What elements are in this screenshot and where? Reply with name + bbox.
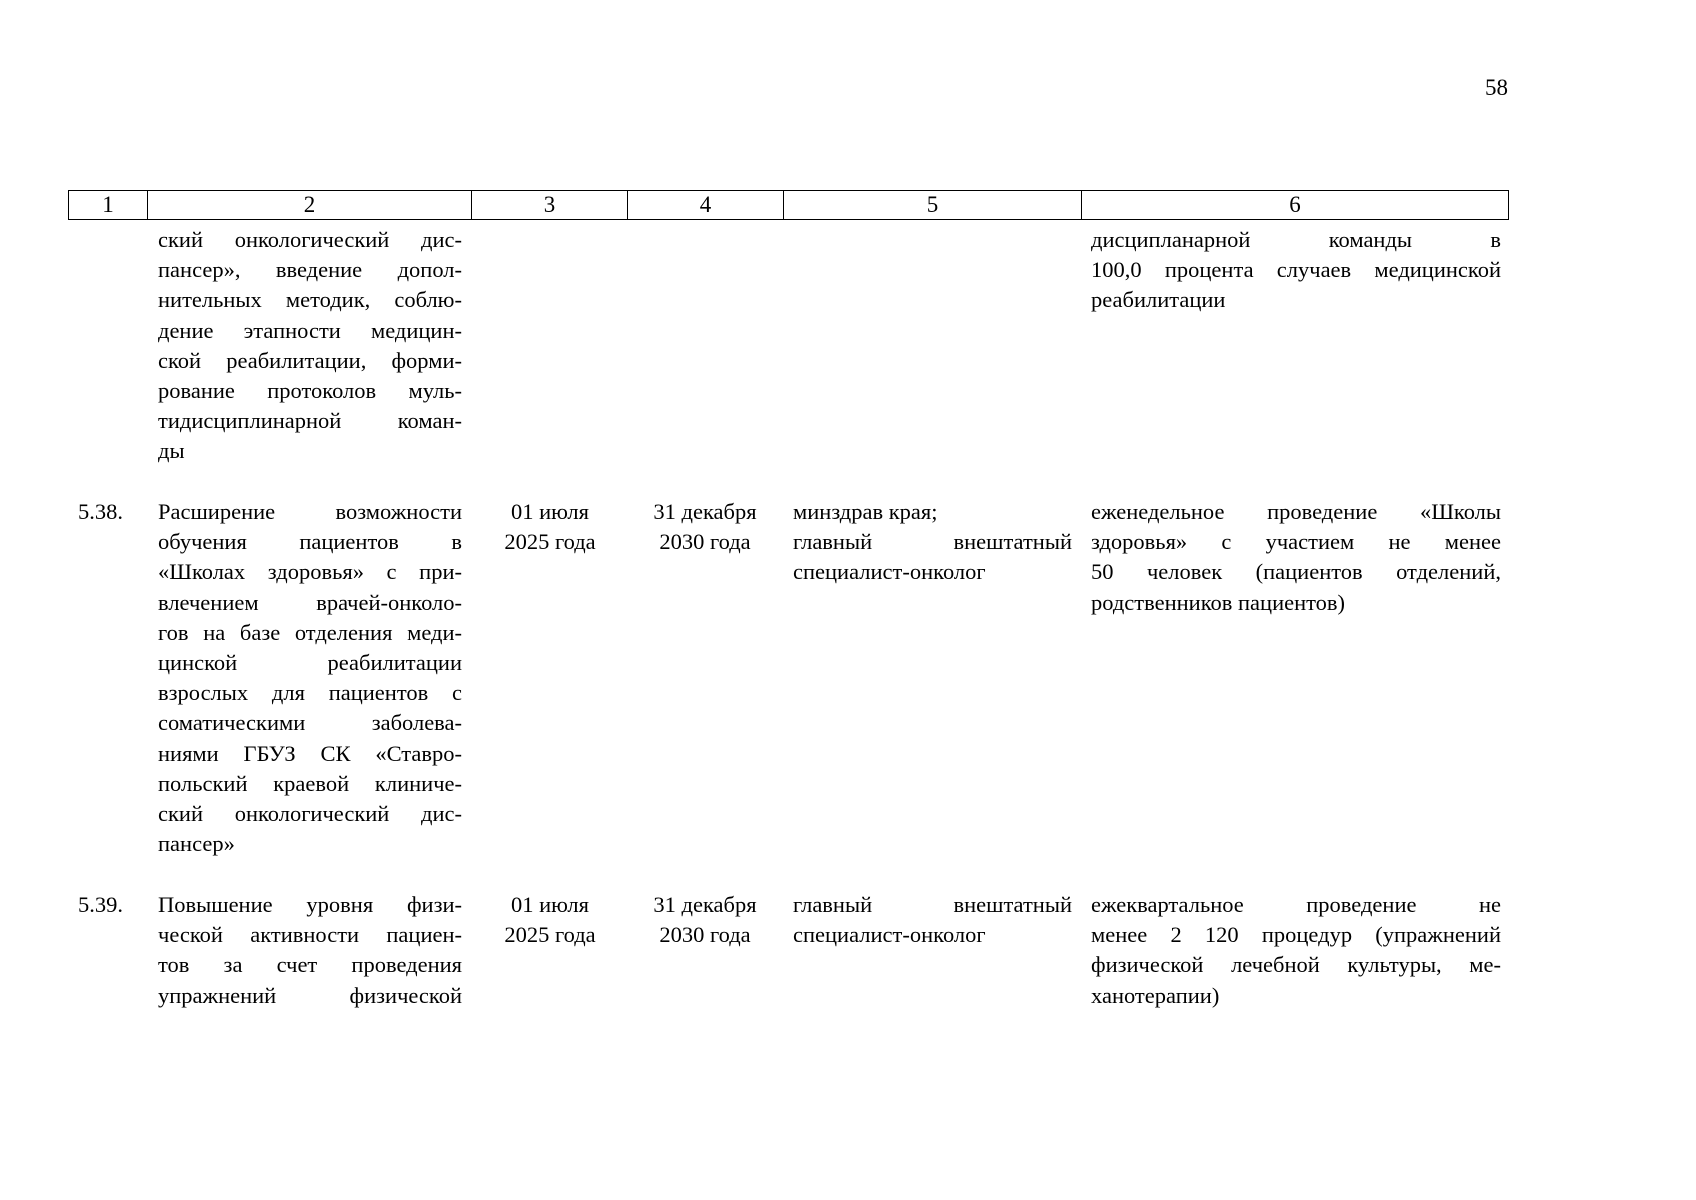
text-line: 100,0 процента случаев медицинской: [1091, 257, 1501, 283]
text-line: нительных методик, соблю-: [158, 287, 462, 313]
row-end-date: [628, 890, 782, 950]
text-line: главный внештатный: [793, 529, 1072, 555]
text-line: Расширение возможности: [158, 499, 462, 524]
text-line: гов на базе отделения меди-: [158, 619, 462, 645]
column-number-3: 3: [472, 191, 628, 219]
text-line: здоровья» с участием не менее: [1091, 529, 1501, 555]
text-line: ханотерапии): [1091, 982, 1220, 1008]
text-line: дение этапности медицин-: [158, 317, 462, 343]
column-number-5: 5: [784, 191, 1082, 219]
column-number-2: 2: [148, 191, 472, 219]
page-number: 58: [1485, 75, 1508, 100]
text-line: специалист-онколог: [793, 922, 986, 948]
text-line: ежеквартальное проведение не: [1091, 892, 1501, 917]
text-line: менее 2 120 процедур (упражнений: [1091, 922, 1501, 948]
row-description: [158, 890, 462, 1011]
text-line: дисципланарной команды в: [1091, 227, 1501, 252]
row-responsible: [793, 890, 1072, 950]
text-line: 2025 года: [504, 922, 596, 948]
text-line: пансер»: [158, 831, 235, 857]
text-line: 01 июля: [511, 499, 589, 524]
text-line: ский онкологический дис-: [158, 227, 462, 252]
column-number-1: 1: [69, 191, 148, 219]
text-line: 31 декабря: [653, 892, 757, 917]
text-line: «Школах здоровья» с при-: [158, 559, 462, 585]
text-line: тов за счет проведения: [158, 952, 462, 978]
column-number-4: 4: [628, 191, 784, 219]
text-line: 2025 года: [504, 529, 596, 555]
text-line: ды: [158, 438, 185, 464]
text-line: ской реабилитации, форми-: [158, 347, 462, 373]
text-line: цинской реабилитации: [158, 650, 462, 676]
text-line: взрослых для пациентов с: [158, 680, 462, 706]
row-result: [1091, 497, 1501, 618]
text-line: 31 декабря: [653, 499, 757, 524]
row-end-date: [628, 497, 782, 557]
text-line: родственников пациентов): [1091, 589, 1346, 615]
text-line: польский краевой клиниче-: [158, 770, 462, 796]
text-line: 2030 года: [659, 922, 751, 948]
text-line: ский онкологический дис-: [158, 801, 462, 827]
table-column-header: [68, 190, 1509, 220]
continuation-result: [1091, 225, 1501, 316]
text-line: ческой активности пациен-: [158, 922, 462, 948]
text-line: еженедельное проведение «Школы: [1091, 499, 1501, 524]
column-number-6: 6: [1289, 192, 1301, 217]
text-line: главный внештатный: [793, 892, 1072, 917]
text-line: минздрав края;: [793, 499, 938, 524]
text-line: пансер», введение допол-: [158, 257, 462, 283]
text-line: упражнений физической: [158, 982, 462, 1008]
text-line: ниями ГБУЗ СК «Ставро-: [158, 740, 462, 766]
text-line: 01 июля: [511, 892, 589, 917]
text-line: соматическими заболева-: [158, 710, 462, 736]
text-line: тидисциплинарной коман-: [158, 408, 462, 434]
text-line: специалист-онколог: [793, 559, 986, 585]
continuation-description: [158, 225, 462, 467]
text-line: реабилитации: [1091, 287, 1226, 313]
row-description: [158, 497, 462, 859]
row-result: [1091, 890, 1501, 1011]
row-start-date: [472, 497, 628, 557]
row-number: 5.39.: [78, 892, 123, 917]
text-line: физической лечебной культуры, ме-: [1091, 952, 1501, 978]
text-line: влечением врачей-онколо-: [158, 589, 462, 615]
row-number: 5.38.: [78, 499, 123, 524]
row-responsible: [793, 497, 1072, 588]
text-line: обучения пациентов в: [158, 529, 462, 555]
row-start-date: [472, 890, 628, 950]
text-line: 2030 года: [659, 529, 751, 555]
text-line: рование протоколов муль-: [158, 378, 462, 404]
text-line: 50 человек (пациентов отделений,: [1091, 559, 1501, 585]
text-line: Повышение уровня физи-: [158, 892, 462, 917]
